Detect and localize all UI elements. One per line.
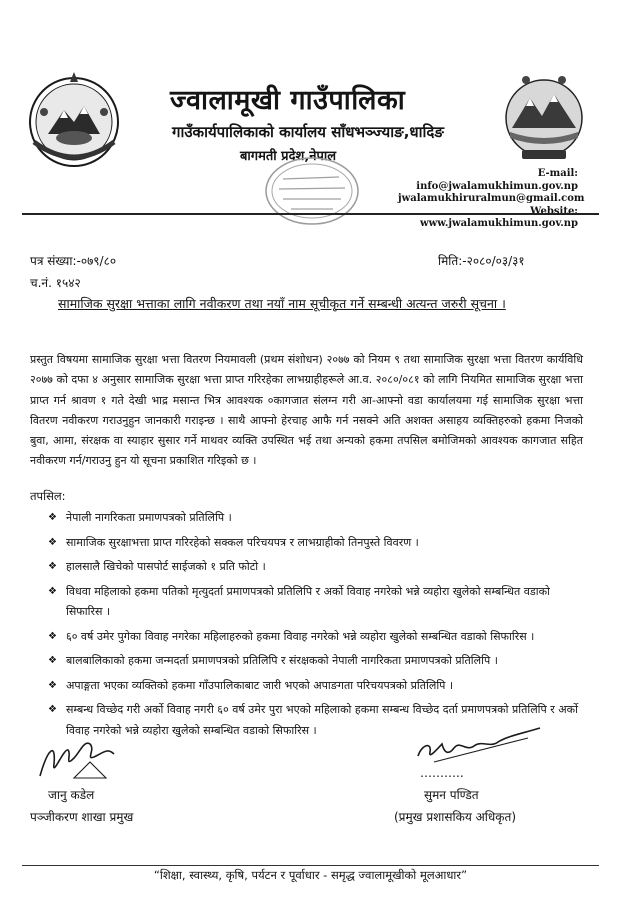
footer-divider: [22, 865, 599, 866]
email-line-2: jwalamukhiruralmun@gmail.com: [398, 193, 585, 204]
right-signatory-title: (प्रमुख प्रशासकिय अधिकृत): [394, 810, 517, 824]
right-signature: [408, 722, 548, 768]
bullet-icon: ❖: [48, 561, 57, 572]
left-signature: [34, 728, 124, 788]
footer-slogan: “शिक्षा, स्वास्थ्य, कृषि, पर्यटन र पूर्वाधार - समृद्ध ज्वालामूखीको मूलआधार”: [153, 868, 468, 882]
notice-subject: सामाजिक सुरक्षा भत्ताका लागि नवीकरण तथा नयाँ नाम सूचीकृत गर्ने सम्बन्धी अत्यन्त जरुरी सूचना ।: [58, 296, 506, 311]
left-signatory-name: जानु कडेल: [48, 788, 95, 802]
website-line: Website: www.jwalamukhimun.gov.np: [420, 205, 578, 229]
office-subtitle: गाउँकार्यपालिकाको कार्यालय साँधभञ्ज्याङ,धादिङ: [172, 123, 444, 141]
list-item: ❖ सम्बन्ध विच्छेद गरी अर्को विवाह नगरी ६० वर्ष उमेर पुरा भएको महिलाको हकमा सम्बन्ध विच्छेद दर्ता प्रमाणपत्रको प्रतिलिपि र अर्को विवाह नगरेको भन्ने व्यहोरा खुलेको सम्बन्धित वडाको सिफारिस ।: [48, 700, 588, 741]
letter-date: मिति:-२०८०/०३/३१: [438, 254, 525, 268]
list-item: ❖ ६० वर्ष उमेर पुगेका विवाह नगरेका महिलाहरुको हकमा विवाह नगरेको भन्ने व्यहोरा खुलेको सम्बन्धित वडाको सिफारिस ।: [48, 627, 588, 648]
list-item: ❖ सामाजिक सुरक्षाभत्ता प्राप्त गरिरहेको सक्कल परिचयपत्र र लाभग्राहीको तिनपुस्ते विवरण ।: [48, 533, 588, 554]
bullet-icon: ❖: [48, 512, 57, 523]
email-line: E-mail: info@jwalamukhimun.gov.np: [416, 168, 578, 192]
list-item: ❖ विधवा महिलाको हकमा पतिको मृत्युदर्ता प्रमाणपत्रको प्रतिलिपि र अर्को विवाह नगरेको भन्ने व्यहोरा खुलेको सम्बन्धित वडाको सिफारिस ।: [48, 582, 588, 623]
notice-body: प्रस्तुत विषयमा सामाजिक सुरक्षा भत्ता वितरण नियमावली (प्रथम संशोधन) २०७७ को नियम ९ तथा सामाजिक सुरक्षा भत्ता वितरण कार्यविधि २०७७ को दफा ४ अनुसार सामाजिक सुरक्षा भत्ता प्राप्त गरिरहेका लाभग्राहीहरूले आ.व. २०८०/०८१ को लागि नियमित सामाजिक सुरक्षा भत्ता प्राप्त गर्न श्रावण १ गते देखी भाद्र मसान्त भित्र आवश्यक ०कागजात संलग्न गरी आ-आफ्नो वडा कार्यालयमा गई सामाजिक सुरक्षा भत्ता वितरण नवीकरण गराउनुहुन जानकारी गराइन्छ । साथै आफ्नो हेरचाह आफै गर्न नसक्ने अति अशक्त असाहय व्यक्तिहरुको हकमा निजको बुवा, आमा, संरक्षक वा स्याहार सुसार गर्ने माथवर व्यक्ति उपस्थित भई तथा अन्यको हकमा तपसिल बमोजिमको आवश्यक कागजात सहित नवीकरण गर्न/गराउनु हुन यो सूचना प्रकाशित गरिइको छ ।: [30, 353, 583, 468]
left-signatory-title: पञ्जीकरण शाखा प्रमुख: [30, 810, 134, 824]
nepal-emblem-logo: [24, 72, 124, 170]
municipality-title: ज्वालामूखी गाउँपालिका: [170, 85, 406, 116]
bullet-icon: ❖: [48, 704, 57, 715]
letter-number: पत्र संख्या:-०७९/८०: [30, 254, 117, 268]
list-item: ❖ बालबालिकाको हकमा जन्मदर्ता प्रमाणपत्रको प्रतिलिपि र संरक्षकको नेपाली नागरिकता प्रमाणपत्रको प्रतिलिपि ।: [48, 651, 588, 672]
header-divider: [22, 213, 599, 215]
list-item: ❖ अपाङ्गता भएका व्यक्तिको हकमा गाँउपालिकाबाट जारी भएको अपाङगता परिचयपत्रको प्रतिलिपि ।: [48, 676, 588, 697]
details-label: तपसिल:: [30, 489, 66, 503]
province-label: बागमती प्रदेश,नेपाल: [240, 149, 337, 164]
right-signatory-name: सुमन पण्डित: [424, 788, 479, 802]
bullet-icon: ❖: [48, 679, 57, 691]
municipality-logo: [500, 72, 588, 164]
dispatch-number: च.नं. १५४२: [30, 276, 81, 290]
list-item: ❖ नेपाली नागरिकता प्रमाणपत्रको प्रतिलिपि ।: [48, 508, 588, 529]
office-stamp: [263, 155, 361, 227]
contact-info: [398, 168, 585, 231]
bullet-icon: ❖: [48, 536, 57, 548]
bullet-icon: ❖: [48, 655, 57, 666]
bullet-icon: ❖: [48, 630, 57, 642]
list-item: ❖ हालसालै खिचेको पासपोर्ट साईजको १ प्रति फोटो ।: [48, 557, 588, 578]
signature-dots: ………..: [420, 766, 464, 780]
bullet-icon: ❖: [48, 585, 57, 597]
requirements-list: [48, 508, 588, 745]
